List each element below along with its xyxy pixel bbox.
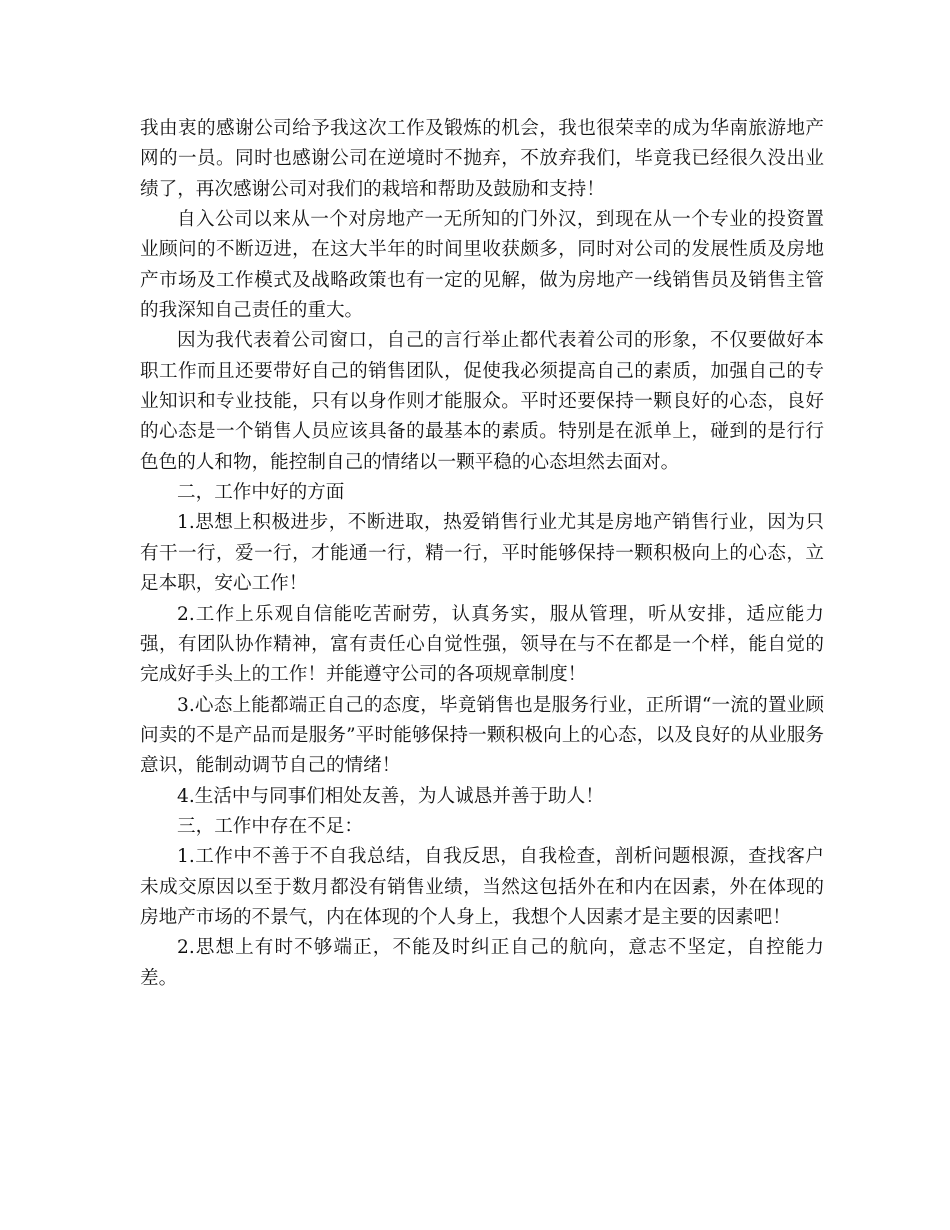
list-item-weakness-2: 2.思想上有时不够端正，不能及时纠正自己的航向，意志不坚定，自控能力差。 [140,937,824,989]
document-body [140,114,824,994]
paragraph-experience: 自入公司以来从一个对房地产一无所知的门外汉，到现在从一个专业的投资置业顾问的不断迈进，在这大半年的时间里收获颇多，同时对公司的发展性质及房地产市场及工作模式及战略政策也有一定的见解，做为房地产一线销售员及销售主管的我深知自己责任的重大。 [140,209,824,322]
paragraph-gratitude: 我由衷的感谢公司给予我这次工作及锻炼的机会，我也很荣幸的成为华南旅游地产网的一员。同时也感谢公司在逆境时不抛弃，不放弃我们，毕竟我已经很久没出业绩了，再次感谢公司对我们的栽培和帮助及鼓励和支持！ [140,118,824,200]
list-item-strength-1: 1.思想上积极进步，不断进取，热爱销售行业尤其是房地产销售行业，因为只有干一行，爱一行，才能通一行，精一行，平时能够保持一颗积极向上的心态，立足本职，安心工作！ [140,512,824,595]
list-item-strength-2: 2.工作上乐观自信能吃苦耐劳，认真务实，服从管理，听从安排，适应能力强，有团队协作精神，富有责任心自觉性强，领导在与不在都是一个样，能自觉的完成好手头上的工作！并能遵守公司的各项规章制度！ [140,603,824,686]
section-heading-strengths: 二，工作中好的方面 [177,482,345,504]
section-heading-weaknesses: 三，工作中存在不足： [177,815,363,837]
list-item-strength-3: 3.心态上能都端正自己的态度，毕竟销售也是服务行业，正所谓“一流的置业顾问卖的不是产品而是服务”平时能够保持一颗积极向上的心态，以及良好的从业服务意识，能制动调节自己的情绪！ [140,694,824,777]
list-item-strength-4: 4.生活中与同事们相处友善，为人诚恳并善于助人！ [177,785,604,807]
list-item-weakness-1: 1.工作中不善于不自我总结，自我反思，自我检查，剖析问题根源，查找客户未成交原因以至于数月都没有销售业绩，当然这包括外在和内在因素，外在体现的房地产市场的不景气，内在体现的个人身上，我想个人因素才是主要的因素吧！ [140,846,824,928]
paragraph-responsibility: 因为我代表着公司窗口，自己的言行举止都代表着公司的形象，不仅要做好本职工作而且还要带好自己的销售团队，促使我必须提高自己的素质，加强自己的专业知识和专业技能，只有以身作则才能服众。平时还要保持一颗良好的心态，良好的心态是一个销售人员应该具备的最基本的素质。特别是在派单上，碰到的是行行色色的人和物，能控制自己的情绪以一颗平稳的心态坦然去面对。 [140,330,824,473]
